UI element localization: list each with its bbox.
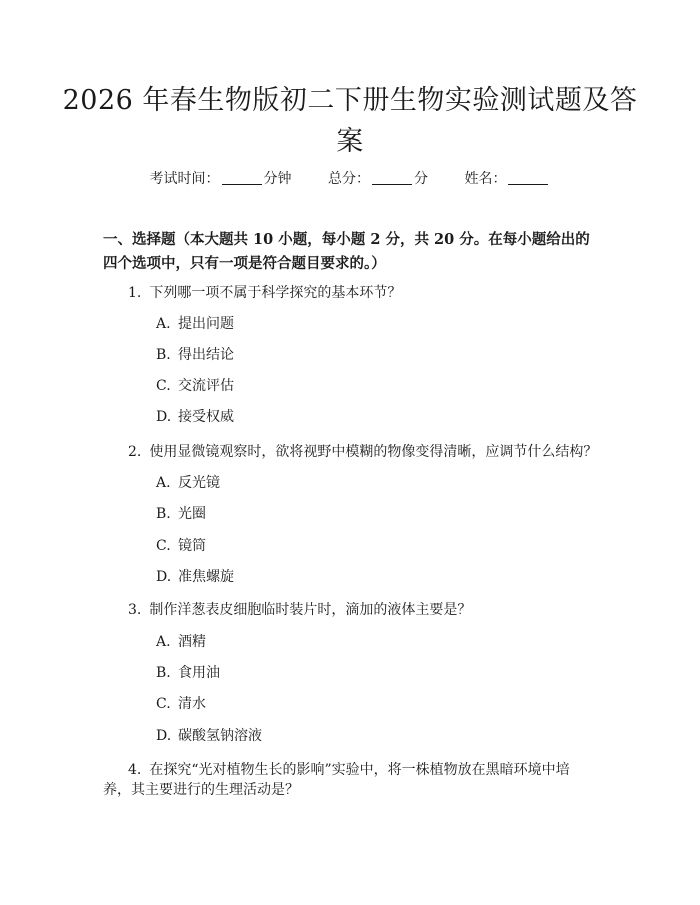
student-name-field xyxy=(464,168,550,188)
option-text: 反光镜 xyxy=(178,475,220,491)
question-text: 使用显微镜观察时，欲将视野中模糊的物像变得清晰，应调节什么结构？ xyxy=(149,444,598,460)
question-3-option-c xyxy=(156,694,206,714)
question-2-option-a xyxy=(156,473,220,493)
question-3-option-d xyxy=(156,726,262,746)
option-text: 镜筒 xyxy=(178,538,206,554)
option-text: 碳酸氢钠溶液 xyxy=(178,728,262,744)
name-blank xyxy=(508,170,548,185)
option-label: C. xyxy=(156,538,171,554)
question-4 xyxy=(128,758,598,782)
question-1-option-c xyxy=(156,376,234,396)
question-number: 4. xyxy=(128,762,142,778)
question-2-option-b xyxy=(156,504,206,524)
question-3 xyxy=(128,598,598,622)
question-4-text-continued: 养，其主要进行的生理活动是？ xyxy=(103,782,299,798)
question-1-option-b xyxy=(156,345,234,365)
question-number: 1. xyxy=(128,285,142,301)
total-score-field xyxy=(328,168,428,188)
question-text: 制作洋葱表皮细胞临时装片时，滴加的液体主要是？ xyxy=(149,602,472,618)
question-2 xyxy=(128,440,598,464)
option-label: B. xyxy=(156,665,171,681)
option-label: C. xyxy=(156,378,171,394)
option-text: 食用油 xyxy=(178,665,220,681)
option-text: 接受权威 xyxy=(178,409,234,425)
option-text: 光圈 xyxy=(178,506,206,522)
question-number: 3. xyxy=(128,602,142,618)
exam-time-blank xyxy=(222,170,262,185)
option-label: A. xyxy=(156,316,171,332)
question-1 xyxy=(128,281,598,305)
option-label: D. xyxy=(156,728,172,744)
option-label: D. xyxy=(156,409,172,425)
option-text: 提出问题 xyxy=(178,316,234,332)
exam-time-unit: 分钟 xyxy=(263,171,292,187)
option-text: 清水 xyxy=(178,696,206,712)
option-label: B. xyxy=(156,347,171,363)
option-label: D. xyxy=(156,569,172,585)
page-title: 2026 年春生物版初二下册生物实验测试题及答案 xyxy=(62,85,638,157)
name-label: 姓名： xyxy=(464,171,507,187)
option-label: A. xyxy=(156,634,171,650)
option-text: 交流评估 xyxy=(178,378,234,394)
question-1-option-d xyxy=(156,407,234,427)
question-3-option-a xyxy=(156,632,206,652)
question-text: 下列哪一项不属于科学探究的基本环节？ xyxy=(149,285,402,301)
option-label: B. xyxy=(156,506,171,522)
exam-meta xyxy=(0,168,700,188)
section-heading: 一、选择题（本大题共 10 小题，每小题 2 分，共 20 分。在每小题给出的四个选项中，只有一项是符合题目要求的。） xyxy=(103,231,590,272)
option-text: 准焦螺旋 xyxy=(178,569,234,585)
exam-time-label: 考试时间： xyxy=(149,171,220,187)
question-3-option-b xyxy=(156,663,220,683)
total-score-label: 总分： xyxy=(328,171,370,187)
exam-time-field xyxy=(150,168,292,188)
option-text: 得出结论 xyxy=(178,347,234,363)
total-score-blank xyxy=(372,170,412,185)
option-label: C. xyxy=(156,696,171,712)
option-text: 酒精 xyxy=(178,634,206,650)
option-label: A. xyxy=(156,475,171,491)
question-2-option-d xyxy=(156,567,234,587)
question-number: 2. xyxy=(128,444,142,460)
total-score-unit: 分 xyxy=(414,171,428,187)
question-text: 在探究“光对植物生长的影响”实验中，将一株植物放在黑暗环境中培 xyxy=(149,762,570,778)
question-2-option-c xyxy=(156,536,206,556)
question-1-option-a xyxy=(156,314,234,334)
